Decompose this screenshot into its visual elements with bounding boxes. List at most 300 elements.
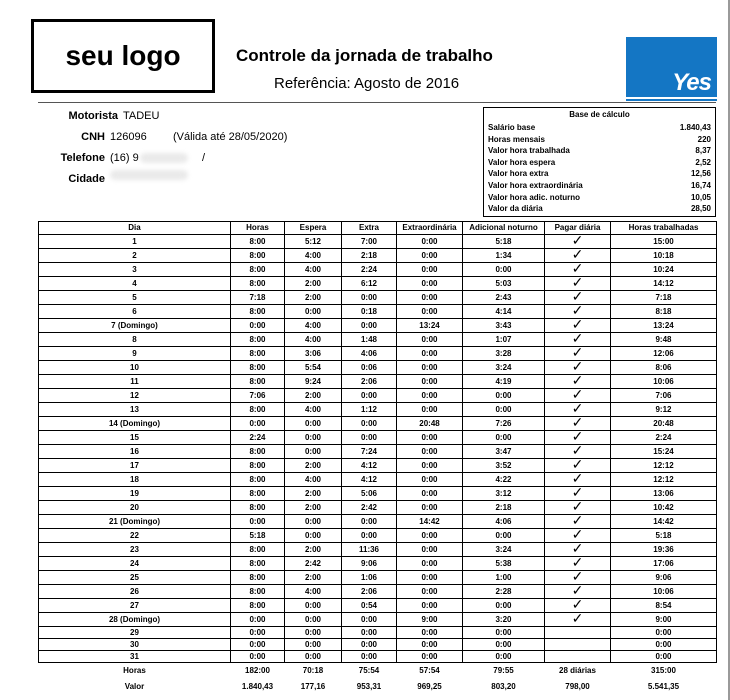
base-calculo-value: 8,37: [695, 146, 711, 156]
table-cell: 13:06: [611, 487, 717, 501]
table-row: [39, 319, 717, 333]
table-cell: 12:06: [611, 347, 717, 361]
cnh-label: CNH: [81, 131, 105, 143]
table-cell: 0:00: [397, 263, 463, 277]
base-calculo-row: [484, 180, 715, 192]
table-cell: 8:00: [231, 501, 285, 515]
table-cell: 4:22: [463, 473, 545, 487]
table-cell: 14:12: [611, 277, 717, 291]
table-cell: 8:00: [231, 599, 285, 613]
pagar-diaria-cell: [545, 557, 611, 571]
driver-info-telefone: [60, 152, 206, 164]
checkmark-icon: ✓: [571, 318, 584, 332]
table-cell: 0:00: [397, 235, 463, 249]
table-cell: 0:54: [342, 599, 397, 613]
table-row: [39, 613, 717, 627]
table-row: [39, 333, 717, 347]
table-cell: 4:00: [285, 249, 342, 263]
redacted-phone: [140, 153, 188, 163]
pagar-diaria-cell: [545, 333, 611, 347]
table-cell: 8:00: [231, 249, 285, 263]
table-cell: 3:43: [463, 319, 545, 333]
checkmark-icon: ✓: [571, 374, 584, 388]
base-calculo-label: Salário base: [488, 123, 536, 132]
pagar-diaria-cell: [545, 459, 611, 473]
table-cell: 0:00: [342, 431, 397, 445]
table-cell: 3: [39, 263, 231, 277]
table-cell: 0:00: [397, 375, 463, 389]
table-cell: 2:00: [285, 277, 342, 291]
base-calculo-value: 12,56: [690, 169, 711, 179]
table-cell: 22: [39, 529, 231, 543]
table-cell: 28 (Domingo): [39, 613, 231, 627]
table-row: [39, 543, 717, 557]
table-cell: 0:00: [463, 529, 545, 543]
table-cell: 10:06: [611, 585, 717, 599]
pagar-diaria-cell: [545, 235, 611, 249]
table-cell: 0:00: [397, 501, 463, 515]
table-cell: 15: [39, 431, 231, 445]
column-header: Horas trabalhadas: [611, 222, 717, 235]
table-cell: 0:00: [285, 305, 342, 319]
table-cell: 2:24: [611, 431, 717, 445]
table-cell: 10:24: [611, 263, 717, 277]
table-cell: 0:00: [397, 459, 463, 473]
table-cell: 8:00: [231, 305, 285, 319]
table-cell: 8:00: [231, 235, 285, 249]
table-cell: 0:00: [397, 389, 463, 403]
table-cell: 3:20: [463, 613, 545, 627]
table-cell: 24: [39, 557, 231, 571]
table-cell: 0:00: [397, 543, 463, 557]
table-cell: 0:00: [231, 639, 285, 651]
motorista-label: Motorista: [68, 110, 118, 122]
table-cell: 8: [39, 333, 231, 347]
checkmark-icon: ✓: [571, 402, 584, 416]
table-cell: 0:00: [397, 277, 463, 291]
checkmark-icon: ✓: [571, 584, 584, 598]
table-row: [39, 235, 717, 249]
table-cell: 4:19: [463, 375, 545, 389]
column-header: Extraordinária: [397, 222, 463, 235]
table-cell: 0:00: [231, 417, 285, 431]
table-row: [39, 627, 717, 639]
pagar-diaria-cell: [545, 319, 611, 333]
table-cell: 7:18: [611, 291, 717, 305]
table-cell: 16: [39, 445, 231, 459]
table-cell: 17: [39, 459, 231, 473]
table-cell: 2:24: [342, 263, 397, 277]
pagar-diaria-cell: [545, 445, 611, 459]
table-cell: 8:00: [231, 445, 285, 459]
pagar-diaria-cell: [545, 403, 611, 417]
telefone-value: (16) 9: [110, 152, 139, 164]
table-cell: 0:00: [231, 651, 285, 663]
pagar-diaria-cell: [545, 347, 611, 361]
table-cell: 0:00: [397, 249, 463, 263]
checkmark-icon: ✓: [571, 598, 584, 612]
pagar-diaria-cell: [545, 627, 611, 639]
table-row: [39, 651, 717, 663]
totals-cell: 79:55: [493, 666, 514, 675]
table-cell: 2:06: [342, 375, 397, 389]
checkmark-icon: ✓: [571, 612, 584, 626]
telefone-label: Telefone: [60, 152, 105, 164]
table-cell: 6: [39, 305, 231, 319]
table-cell: 5:06: [342, 487, 397, 501]
table-cell: 0:00: [342, 515, 397, 529]
checkmark-icon: ✓: [571, 290, 584, 304]
totals-cell: 798,00: [565, 682, 590, 691]
table-row: [39, 389, 717, 403]
table-cell: 2:28: [463, 585, 545, 599]
table-row: [39, 529, 717, 543]
pagar-diaria-cell: [545, 417, 611, 431]
table-cell: 0:00: [342, 291, 397, 305]
table-cell: 0:00: [463, 639, 545, 651]
table-cell: 5:18: [611, 529, 717, 543]
pagar-diaria-cell: [545, 277, 611, 291]
table-cell: 0:00: [397, 305, 463, 319]
table-cell: 0:00: [397, 585, 463, 599]
checkmark-icon: ✓: [571, 556, 584, 570]
table-cell: 8:00: [231, 333, 285, 347]
table-cell: 5:12: [285, 235, 342, 249]
table-cell: 7:06: [611, 389, 717, 403]
table-cell: 0:00: [611, 639, 717, 651]
brand-logo-underline: [626, 97, 717, 99]
table-cell: 9:00: [611, 613, 717, 627]
pagar-diaria-cell: [545, 529, 611, 543]
table-row: [39, 361, 717, 375]
table-cell: 0:00: [397, 291, 463, 305]
table-cell: 0:00: [463, 389, 545, 403]
table-cell: 12:12: [611, 473, 717, 487]
table-cell: 2:18: [342, 249, 397, 263]
table-cell: 29: [39, 627, 231, 639]
table-cell: 20: [39, 501, 231, 515]
table-cell: 0:00: [342, 529, 397, 543]
table-cell: 3:24: [463, 361, 545, 375]
column-header: Adicional noturno: [463, 222, 545, 235]
table-cell: 10:18: [611, 249, 717, 263]
table-cell: 3:12: [463, 487, 545, 501]
table-cell: 0:00: [342, 651, 397, 663]
table-cell: 8:54: [611, 599, 717, 613]
pagar-diaria-cell: [545, 431, 611, 445]
checkmark-icon: ✓: [571, 360, 584, 374]
checkmark-icon: ✓: [571, 486, 584, 500]
checkmark-icon: ✓: [571, 346, 584, 360]
table-cell: 3:28: [463, 347, 545, 361]
table-cell: 8:00: [231, 263, 285, 277]
table-cell: 8:00: [231, 403, 285, 417]
checkmark-icon: ✓: [571, 332, 584, 346]
table-cell: 10:06: [611, 375, 717, 389]
base-calculo-row: [484, 145, 715, 157]
table-cell: 2:00: [285, 487, 342, 501]
checkmark-icon: ✓: [571, 304, 584, 318]
table-cell: 0:00: [285, 613, 342, 627]
totals-cell: 28 diárias: [559, 666, 596, 675]
table-cell: 4:00: [285, 319, 342, 333]
checkmark-icon: ✓: [571, 472, 584, 486]
brand-logo-text: Yes: [672, 69, 711, 96]
pagar-diaria-cell: [545, 473, 611, 487]
table-cell: 12: [39, 389, 231, 403]
table-cell: 1:07: [463, 333, 545, 347]
motorista-value: TADEU: [123, 110, 160, 122]
checkmark-icon: ✓: [571, 248, 584, 262]
table-cell: 0:00: [231, 613, 285, 627]
table-row: [39, 291, 717, 305]
table-body: [39, 235, 717, 663]
table-cell: 0:00: [397, 431, 463, 445]
table-row: [39, 571, 717, 585]
table-cell: 0:00: [463, 651, 545, 663]
base-calculo-box: [483, 107, 716, 217]
base-calculo-row: [484, 122, 715, 134]
pagar-diaria-cell: [545, 599, 611, 613]
base-calculo-row: [484, 192, 715, 204]
checkmark-icon: ✓: [571, 514, 584, 528]
table-cell: 0:00: [397, 529, 463, 543]
totals-cell: 182:00: [245, 666, 270, 675]
table-cell: 0:00: [397, 627, 463, 639]
table-cell: 0:06: [342, 361, 397, 375]
table-totals: [39, 663, 717, 696]
table-cell: 2:42: [285, 557, 342, 571]
table-cell: 0:18: [342, 305, 397, 319]
table-cell: 31: [39, 651, 231, 663]
table-header-row: [39, 222, 717, 235]
table-row: [39, 403, 717, 417]
table-row: [39, 487, 717, 501]
table-cell: 1:12: [342, 403, 397, 417]
pagar-diaria-cell: [545, 375, 611, 389]
base-calculo-rows: [484, 122, 715, 215]
table-row: [39, 375, 717, 389]
table-cell: 7:00: [342, 235, 397, 249]
table-cell: 0:00: [231, 515, 285, 529]
table-cell: 3:24: [463, 543, 545, 557]
table-cell: 2:42: [342, 501, 397, 515]
base-calculo-row: [484, 168, 715, 180]
table-cell: 0:00: [231, 627, 285, 639]
base-calculo-value: 220: [697, 134, 711, 144]
table-cell: 9: [39, 347, 231, 361]
table-cell: 0:00: [397, 347, 463, 361]
table-cell: 2:00: [285, 291, 342, 305]
table-cell: 1:48: [342, 333, 397, 347]
table-cell: 9:24: [285, 375, 342, 389]
table-cell: 0:00: [397, 445, 463, 459]
table-cell: 0:00: [397, 571, 463, 585]
checkmark-icon: ✓: [571, 388, 584, 402]
redacted-city: [110, 170, 188, 180]
table-cell: 4:00: [285, 333, 342, 347]
table-cell: 15:24: [611, 445, 717, 459]
table-cell: 0:00: [397, 361, 463, 375]
column-header: Dia: [39, 222, 231, 235]
totals-row: [39, 663, 717, 680]
table-cell: 0:00: [342, 417, 397, 431]
table-cell: 0:00: [611, 651, 717, 663]
base-calculo-label: Horas mensais: [488, 134, 545, 144]
totals-cell: Valor: [124, 682, 145, 691]
table-cell: 6:12: [342, 277, 397, 291]
table-row: [39, 639, 717, 651]
table-cell: 19:36: [611, 543, 717, 557]
table-cell: 3:47: [463, 445, 545, 459]
base-calculo-label: Valor hora extraordinária: [488, 180, 583, 190]
table-cell: 0:00: [397, 487, 463, 501]
totals-cell: 803,20: [491, 682, 516, 691]
table-cell: 2:24: [231, 431, 285, 445]
table-cell: 0:00: [463, 627, 545, 639]
totals-cell: 1.840,43: [241, 682, 274, 691]
table-cell: 8:00: [231, 375, 285, 389]
table-row: [39, 277, 717, 291]
header-divider: [38, 102, 716, 103]
table-cell: 5:38: [463, 557, 545, 571]
table-row: [39, 515, 717, 529]
table-cell: 5:18: [231, 529, 285, 543]
table-cell: 2:00: [285, 389, 342, 403]
table-cell: 4:14: [463, 305, 545, 319]
table-cell: 0:00: [463, 403, 545, 417]
table-row: [39, 263, 717, 277]
pagar-diaria-cell: [545, 571, 611, 585]
table-cell: 9:48: [611, 333, 717, 347]
table-cell: 7 (Domingo): [39, 319, 231, 333]
table-cell: 18: [39, 473, 231, 487]
table-cell: 14:42: [611, 515, 717, 529]
table-cell: 20:48: [397, 417, 463, 431]
table-cell: 4:00: [285, 585, 342, 599]
table-cell: 0:00: [342, 627, 397, 639]
work-hours-table: [38, 221, 717, 695]
base-calculo-row: [484, 134, 715, 146]
table-row: [39, 585, 717, 599]
logo-text: seu logo: [65, 40, 181, 71]
totals-cell: 177,16: [300, 682, 326, 691]
table-row: [39, 417, 717, 431]
page-title: Controle da jornada de trabalho: [236, 46, 493, 65]
table-cell: 0:00: [285, 639, 342, 651]
table-cell: 2:00: [285, 459, 342, 473]
table-cell: 5:18: [463, 235, 545, 249]
table-cell: 8:00: [231, 459, 285, 473]
base-calculo-label: Valor hora espera: [488, 157, 556, 167]
table-cell: 21 (Domingo): [39, 515, 231, 529]
table-cell: 23: [39, 543, 231, 557]
pagar-diaria-cell: [545, 305, 611, 319]
brand-logo: [626, 37, 717, 101]
table-cell: 15:00: [611, 235, 717, 249]
telefone-separator: /: [202, 152, 206, 164]
table-cell: 7:26: [463, 417, 545, 431]
table-cell: 2:43: [463, 291, 545, 305]
driver-info-motorista: [68, 110, 160, 122]
table-cell: 0:00: [463, 599, 545, 613]
table-cell: 5:03: [463, 277, 545, 291]
table-cell: 0:00: [342, 639, 397, 651]
table-cell: 25: [39, 571, 231, 585]
table-cell: 9:06: [342, 557, 397, 571]
table-cell: 4:00: [285, 473, 342, 487]
totals-cell: Horas: [123, 666, 146, 675]
pagar-diaria-cell: [545, 543, 611, 557]
table-cell: 8:00: [231, 347, 285, 361]
table-row: [39, 431, 717, 445]
checkmark-icon: ✓: [571, 416, 584, 430]
base-calculo-value: 28,50: [690, 204, 711, 214]
table-cell: 0:00: [397, 403, 463, 417]
base-calculo-row: [484, 203, 715, 215]
checkmark-icon: ✓: [571, 542, 584, 556]
table-cell: 4:06: [342, 347, 397, 361]
table-cell: 8:18: [611, 305, 717, 319]
table-cell: 11:36: [342, 543, 397, 557]
table-row: [39, 473, 717, 487]
totals-cell: 5.541,35: [647, 682, 680, 691]
table-cell: 2:00: [285, 501, 342, 515]
table-cell: 8:00: [231, 571, 285, 585]
table-cell: 1:34: [463, 249, 545, 263]
checkmark-icon: ✓: [571, 430, 584, 444]
checkmark-icon: ✓: [571, 276, 584, 290]
table-cell: 14:42: [397, 515, 463, 529]
table-cell: 0:00: [285, 599, 342, 613]
table-cell: 8:00: [231, 361, 285, 375]
table-cell: 4:00: [285, 403, 342, 417]
table-cell: 0:00: [397, 333, 463, 347]
driver-info-cnh: [81, 131, 288, 143]
table-cell: 0:00: [231, 319, 285, 333]
base-calculo-value: 2,52: [695, 157, 711, 167]
table-row: [39, 347, 717, 361]
table-cell: 13:24: [397, 319, 463, 333]
table-cell: 19: [39, 487, 231, 501]
table-cell: 1: [39, 235, 231, 249]
table-cell: 27: [39, 599, 231, 613]
totals-cell: 969,25: [417, 682, 442, 691]
table-cell: 8:00: [231, 277, 285, 291]
table-cell: 8:00: [231, 557, 285, 571]
checkmark-icon: ✓: [571, 528, 584, 542]
table-cell: 0:00: [285, 515, 342, 529]
table-cell: 26: [39, 585, 231, 599]
table-cell: 17:06: [611, 557, 717, 571]
table-cell: 5:54: [285, 361, 342, 375]
table-cell: 9:06: [611, 571, 717, 585]
table-cell: 3:52: [463, 459, 545, 473]
table-cell: 0:00: [342, 319, 397, 333]
base-calculo-title: Base de cálculo: [569, 110, 630, 119]
table-cell: 4:12: [342, 459, 397, 473]
table-cell: 5: [39, 291, 231, 305]
table-cell: 8:06: [611, 361, 717, 375]
cidade-label: Cidade: [68, 173, 105, 185]
table-cell: 2:06: [342, 585, 397, 599]
checkmark-icon: ✓: [571, 234, 584, 248]
checkmark-icon: ✓: [571, 458, 584, 472]
cnh-value: 126096: [110, 131, 147, 143]
base-calculo-label: Valor hora trabalhada: [488, 146, 570, 156]
checkmark-icon: ✓: [571, 500, 584, 514]
table-cell: 2:00: [285, 543, 342, 557]
